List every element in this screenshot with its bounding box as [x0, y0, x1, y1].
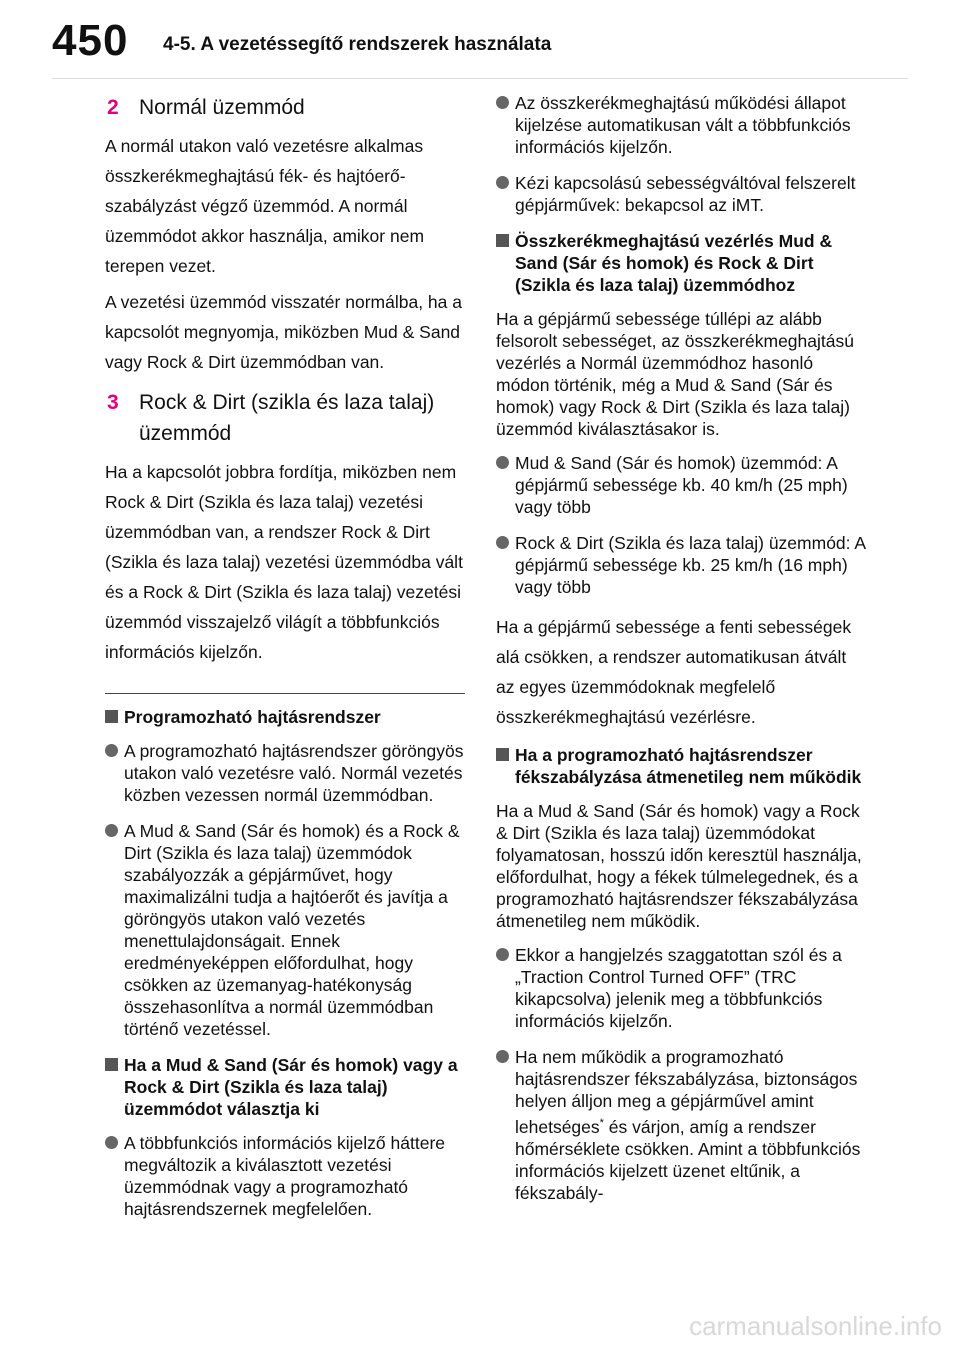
step-number: 2: [107, 96, 119, 119]
header-divider: [52, 78, 908, 79]
list-item-text-part: Ha nem működik a programozható hajtásrendszer fékszabályzása, biztonságos helyen álljon meg a gépjárművel amint lehetséges: [515, 1047, 858, 1137]
paragraph: A normál utakon való vezetésre alkalmas összkerékmeghajtású fék- és hajtóerő-szabályzást végző üzemmód. A normál üzemmódot akkor használja, amikor nem terepen vezet.: [105, 136, 425, 276]
list-item-text: Rock & Dirt (Szikla és laza talaj) üzemmód: A gépjármű sebessége kb. 25 km/h (16 mph) vagy több: [515, 533, 866, 597]
subheading: [105, 1054, 467, 1120]
list-item: [496, 92, 868, 158]
heading-text: Rock & Dirt (szikla és laza talaj) üzemmód: [139, 391, 435, 445]
footnote-marker: *: [599, 1117, 604, 1129]
round-bullet-icon: [105, 744, 118, 757]
page-header: [0, 0, 960, 78]
square-bullet-icon: [105, 710, 118, 723]
subheading-text: Ha a Mud & Sand (Sár és homok) vagy a Rock & Dirt (Szikla és laza talaj) üzemmódot választja ki: [124, 1055, 458, 1119]
numbered-heading-3: [105, 387, 467, 449]
subheading-text: Összkerékmeghajtású vezérlés Mud & Sand (Sár és homok) és Rock & Dirt (Szikla és laza talaj) üzemmódhoz: [515, 231, 833, 295]
list-item: [496, 532, 868, 598]
section-divider: [105, 693, 465, 694]
paragraph: Ha a gépjármű sebessége túllépi az alább felsorolt sebességet, az összkerékmeghajtású vezérlés a Normál üzemmódhoz hasonló módon történik, még a Mud & Sand (Sár és homok) vagy Rock & Dirt (Szikla és laza talaj) üzemmód kiválasztásakor is.: [496, 309, 854, 439]
watermark: carmanualsonline.info: [689, 1311, 942, 1341]
square-bullet-icon: [105, 1058, 118, 1071]
list-item-text: A Mud & Sand (Sár és homok) és a Rock & Dirt (Szikla és laza talaj) üzemmódok szabályozzák a gépjárművet, hogy maximalizálni tudja a hajtóerőt és javítja a göröngyös utakon való vezetés menettulajdonságait. Ennek eredményeképpen előfordulhat, hogy csökken az üzemanyag-hatékonyság összehasonlítva a normál üzemmódban történő vezetéssel.: [124, 821, 460, 1039]
list-item-text: Ekkor a hangjelzés szaggatottan szól és a „Traction Control Turned OFF” (TRC kikapcsolva) jelenik meg a többfunkciós információs kijelzőn.: [515, 945, 842, 1031]
list-item-text: Az összkerékmeghajtású működési állapot kijelzése automatikusan vált a többfunkciós információs kijelzőn.: [515, 93, 851, 157]
list-item: [105, 820, 467, 1040]
paragraph: Ha a kapcsolót jobbra fordítja, miközben nem Rock & Dirt (Szikla és laza talaj) vezetési üzemmódban van, a rendszer Rock & Dirt (Szikla és laza talaj) vezetési üzemmódba vált és a Rock & Dirt (Szikla és laza talaj) vezetési üzemmód visszajelző világít a többfunkciós információs kijelzőn.: [105, 462, 463, 662]
page-number: 450: [52, 16, 129, 65]
subheading: [105, 706, 467, 728]
round-bullet-icon: [496, 948, 509, 961]
square-bullet-icon: [496, 234, 509, 247]
round-bullet-icon: [496, 96, 509, 109]
subheading-text: Ha a programozható hajtásrendszer fékszabályzása átmenetileg nem működik: [515, 745, 862, 787]
list-item: [496, 1046, 868, 1204]
round-bullet-icon: [496, 456, 509, 469]
heading-text: Normál üzemmód: [139, 96, 305, 119]
step-number: 3: [107, 391, 119, 414]
round-bullet-icon: [105, 824, 118, 837]
list-item-text: Mud & Sand (Sár és homok) üzemmód: A gépjármű sebessége kb. 40 km/h (25 mph) vagy több: [515, 453, 848, 517]
list-item: [496, 944, 868, 1032]
paragraph: Ha a gépjármű sebessége a fenti sebességek alá csökken, a rendszer automatikusan átvált az egyes üzemmódoknak megfelelő összkerékmeghajtású vezérlésre.: [496, 617, 852, 727]
square-bullet-icon: [496, 748, 509, 761]
round-bullet-icon: [496, 1050, 509, 1063]
numbered-heading-2: [105, 92, 467, 123]
list-item-text-part: és várjon, amíg a rendszer hőmérséklete csökken. Amint a többfunkciós információs kijelzett üzenet eltűnik, a fékszabály-: [515, 1116, 861, 1203]
list-item: [105, 1132, 467, 1220]
list-item: [496, 452, 868, 518]
list-item-text: Kézi kapcsolású sebességváltóval felszerelt gépjárművek: bekapcsol az iMT.: [515, 173, 856, 215]
round-bullet-icon: [105, 1136, 118, 1149]
list-item: [105, 740, 467, 806]
round-bullet-icon: [496, 536, 509, 549]
list-item-text: A programozható hajtásrendszer göröngyös utakon való vezetésre való. Normál vezetés közben vezessen normál üzemmódban.: [124, 741, 464, 805]
list-item: [496, 172, 868, 216]
right-column: [496, 92, 868, 1218]
paragraph: Ha a Mud & Sand (Sár és homok) vagy a Rock & Dirt (Szikla és laza talaj) üzemmódokat folyamatosan, hosszú időn keresztül használja, előfordulhat, hogy a fékek túlmelegednek, és a programozható hajtásrendszer fékszabályzása átmenetileg nem működik.: [496, 801, 862, 931]
left-column: [105, 92, 467, 1234]
subheading: [496, 744, 868, 788]
list-item-text: A többfunkciós információs kijelző háttere megváltozik a kiválasztott vezetési üzemmódnak vagy a programozható hajtásrendszernek megfelelően.: [124, 1133, 445, 1219]
paragraph: A vezetési üzemmód visszatér normálba, ha a kapcsolót megnyomja, miközben Mud & Sand vagy Rock & Dirt üzemmódban van.: [105, 292, 462, 372]
subheading: [496, 230, 868, 296]
round-bullet-icon: [496, 176, 509, 189]
subheading-text: Programozható hajtásrendszer: [124, 707, 381, 727]
section-title: 4-5. A vezetéssegítő rendszerek használata: [163, 34, 552, 55]
list-item-text: [515, 1046, 868, 1204]
